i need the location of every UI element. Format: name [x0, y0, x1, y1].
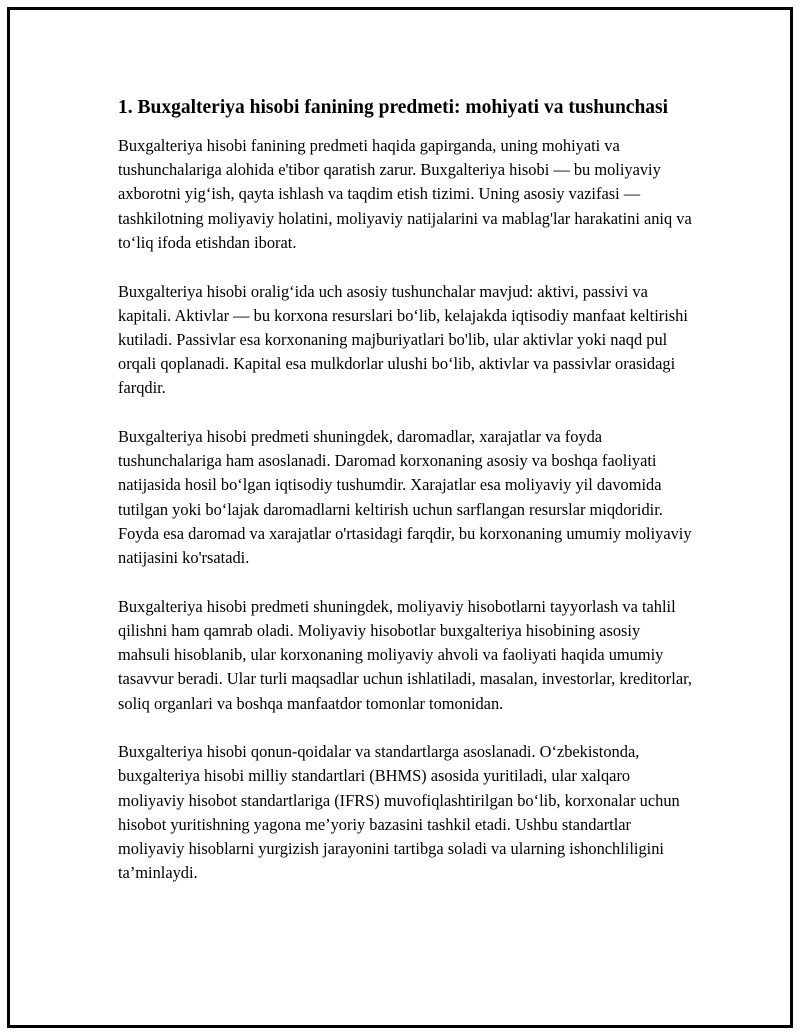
paragraph-4: Buxgalteriya hisobi predmeti shuningdek, moliyaviy hisobotlarni tayyorlash va tahlil qilishni ham qamrab oladi. Moliyaviy hisobotlar buxgalteriya hisobining asosiy mahsuli hisoblanib, ular korxonaning moliyaviy ahvoli va faoliyati haqida umumiy tasavvur beradi. Ular turli maqsadlar uchun ishlatiladi, masalan, investorlar, kreditorlar, soliq organlari va boshqa manfaatdor tomonlar tomonidan.	[118, 596, 692, 713]
paragraph-5: Buxgalteriya hisobi qonun-qoidalar va standartlarga asoslanadi. O‘zbekistonda, buxgalteriya hisobi milliy standartlari (BHMS) asosida yuritiladi, ular xalqaro moliyaviy hisobot standartlariga (IFRS) muvofiqlashtirilgan bo‘lib, korxonalar uchun hisobot yuritishning yagona me’yoriy bazasini tashkil etadi. Ushbu standartlar moliyaviy hisoblarni yurgizish jarayonini tartibga soladi va ularning ishonchliligini ta’minlaydi.	[118, 742, 680, 883]
document-body	[118, 94, 693, 910]
paragraph-1: Buxgalteriya hisobi fanining predmeti haqida gapirganda, uning mohiyati va tushunchalariga alohida e'tibor qaratish zarur. Buxgalteriya hisobi — bu moliyaviy axborotni yig‘ish, qayta ishlash va taqdim etish tizimi. Uning asosiy vazifasi — tashkilotning moliyaviy holatini, moliyaviy natijalarini va mablag'lar harakatini aniq va to‘liq ifoda etishdan iborat.	[118, 136, 692, 252]
paragraph-3: Buxgalteriya hisobi predmeti shuningdek, daromadlar, xarajatlar va foyda tushunchalariga ham asoslanadi. Daromad korxonaning asosiy va boshqa faoliyati natijasida hosil bo‘lgan iqtisodiy tushumdir. Xarajatlar esa moliyaviy yil davomida tutilgan yoki bo‘lajak daromadlarni keltirish uchun sarflangan resurslar miqdoridir. Foyda esa daromad va xarajatlar o'rtasidagi farqdir, bu korxonaning umumiy moliyaviy natijasini ko'rsatadi.	[118, 427, 692, 568]
paragraph-2: Buxgalteriya hisobi oralig‘ida uch asosiy tushunchalar mavjud: aktivi, passivi va kapitali. Aktivlar — bu korxona resurslari bo‘lib, kelajakda iqtisodiy manfaat keltirishi kutiladi. Passivlar esa korxonaning majburiyatlari bo'lib, ular aktivlar yoki naqd pul orqali qoplanadi. Kapital esa mulkdorlar ulushi bo‘lib, aktivlar va passivlar orasidagi farqdir.	[118, 281, 688, 398]
page-title: 1. Buxgalteriya hisobi fanining predmeti: mohiyati va tushunchasi	[118, 97, 669, 118]
